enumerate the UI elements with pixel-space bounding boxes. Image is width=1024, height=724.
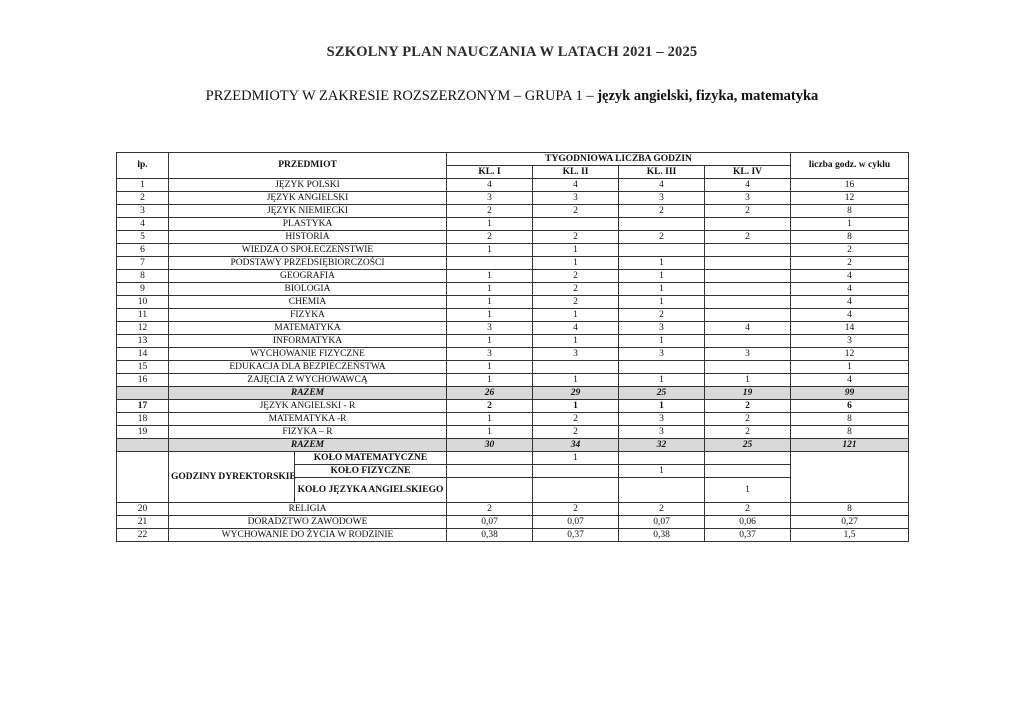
- cell-kl2: [533, 218, 619, 231]
- cell-total: 6: [791, 400, 909, 413]
- cell-kl3: 1: [619, 465, 705, 478]
- director-row: [117, 452, 909, 465]
- cell-kl4: [705, 296, 791, 309]
- cell-lp: 4: [117, 218, 169, 231]
- cell-total: 14: [791, 322, 909, 335]
- cell-kl1: 2: [447, 503, 533, 516]
- cell-total: 8: [791, 503, 909, 516]
- cell-kl1: 3: [447, 322, 533, 335]
- cell-kl3: 2: [619, 503, 705, 516]
- sum-label: RAZEM: [169, 439, 447, 452]
- table-row: [117, 270, 909, 283]
- cell-subject: MATEMATYKA: [169, 322, 447, 335]
- cell-kl2: [533, 465, 619, 478]
- cell-kl2: [533, 478, 619, 503]
- cell-kl3: 3: [619, 426, 705, 439]
- cell-subject: FIZYKA: [169, 309, 447, 322]
- cell-lp: 19: [117, 426, 169, 439]
- table-row: [117, 348, 909, 361]
- cell-subject: INFORMATYKA: [169, 335, 447, 348]
- cell-kl3: 3: [619, 348, 705, 361]
- table-row: [117, 516, 909, 529]
- table-row: [117, 335, 909, 348]
- page-title: SZKOLNY PLAN NAUCZANIA W LATACH 2021 – 2025: [326, 44, 698, 60]
- cell-lp: 8: [117, 270, 169, 283]
- cell-kl1: 1: [447, 361, 533, 374]
- cell-lp: 14: [117, 348, 169, 361]
- header-kl4: KL. IV: [705, 166, 791, 179]
- table-row: [117, 205, 909, 218]
- cell-kl3: 1: [619, 270, 705, 283]
- cell-total: 1: [791, 361, 909, 374]
- cell-lp: 6: [117, 244, 169, 257]
- cell-kl3: [619, 478, 705, 503]
- cell-total: 8: [791, 231, 909, 244]
- sum-total: 99: [791, 387, 909, 400]
- cell-kl1: [447, 465, 533, 478]
- cell-kl4: [705, 244, 791, 257]
- cell-lp: 15: [117, 361, 169, 374]
- cell-kl4: [705, 283, 791, 296]
- cell-total: 4: [791, 296, 909, 309]
- cell-kl1: 0,38: [447, 529, 533, 542]
- cell-kl3: 1: [619, 257, 705, 270]
- sum-kl1: 26: [447, 387, 533, 400]
- cell-total: 12: [791, 192, 909, 205]
- cell-kl2: 4: [533, 179, 619, 192]
- cell-total: 8: [791, 205, 909, 218]
- cell-kl1: 1: [447, 218, 533, 231]
- club-name: KOŁO MATEMATYCZNE: [295, 452, 447, 465]
- cell-kl3: 1: [619, 283, 705, 296]
- cell-subject: JĘZYK POLSKI: [169, 179, 447, 192]
- cell-kl1: 1: [447, 283, 533, 296]
- page-subtitle: [0, 88, 1024, 105]
- cell-subject: RELIGIA: [169, 503, 447, 516]
- cell-total: 4: [791, 309, 909, 322]
- cell-lp: 12: [117, 322, 169, 335]
- cell-lp: 7: [117, 257, 169, 270]
- cell-kl1: 1: [447, 413, 533, 426]
- sum-kl4: 19: [705, 387, 791, 400]
- table-row: [117, 296, 909, 309]
- cell-kl2: [533, 361, 619, 374]
- table-row: [117, 361, 909, 374]
- cell-kl1: 2: [447, 205, 533, 218]
- cell-kl2: 1: [533, 257, 619, 270]
- cell-kl4: 2: [705, 426, 791, 439]
- cell-lp: 17: [117, 400, 169, 413]
- cell-subject: MATEMATYKA -R: [169, 413, 447, 426]
- cell-lp: 3: [117, 205, 169, 218]
- cell-total: 8: [791, 413, 909, 426]
- cell-kl3: 3: [619, 413, 705, 426]
- cell-kl4: [705, 452, 791, 465]
- cell-lp: 13: [117, 335, 169, 348]
- director-hours-label: GODZINY DYREKTORSKIE: [169, 452, 295, 503]
- cell-kl4: [705, 270, 791, 283]
- cell-lp: 20: [117, 503, 169, 516]
- cell-kl4: 3: [705, 348, 791, 361]
- table-row: [117, 413, 909, 426]
- cell-total: 1: [791, 218, 909, 231]
- cell-kl1: 0,07: [447, 516, 533, 529]
- cell-kl2: 1: [533, 335, 619, 348]
- cell-lp: 21: [117, 516, 169, 529]
- cell-total: 2: [791, 257, 909, 270]
- table-row: [117, 400, 909, 413]
- club-name: KOŁO JĘZYKA ANGIELSKIEGO: [295, 478, 447, 503]
- cell-kl1: [447, 257, 533, 270]
- table-row: [117, 374, 909, 387]
- cell-kl1: 1: [447, 335, 533, 348]
- table-row: [117, 283, 909, 296]
- cell-kl3: [619, 361, 705, 374]
- cell-kl2: 1: [533, 244, 619, 257]
- cell-kl3: [619, 452, 705, 465]
- teaching-plan-table: [116, 152, 909, 542]
- cell-kl1: 1: [447, 426, 533, 439]
- cell-kl4: 4: [705, 322, 791, 335]
- cell-kl4: 3: [705, 192, 791, 205]
- cell-total: 4: [791, 283, 909, 296]
- cell-subject: PODSTAWY PRZEDSIĘBIORCZOŚCI: [169, 257, 447, 270]
- sum-row: [117, 439, 909, 452]
- cell-kl2: 2: [533, 205, 619, 218]
- cell-kl4: 0,06: [705, 516, 791, 529]
- cell-total: 12: [791, 348, 909, 361]
- cell-kl1: [447, 452, 533, 465]
- cell-kl3: 0,07: [619, 516, 705, 529]
- cell-kl2: 3: [533, 348, 619, 361]
- sum-kl2: 34: [533, 439, 619, 452]
- cell-kl3: 0,38: [619, 529, 705, 542]
- cell-kl4: 2: [705, 503, 791, 516]
- header-kl2: KL. II: [533, 166, 619, 179]
- cell-subject: GEOGRAFIA: [169, 270, 447, 283]
- cell-subject: WYCHOWANIE DO ŻYCIA W RODZINIE: [169, 529, 447, 542]
- cell-subject: JĘZYK NIEMIECKI: [169, 205, 447, 218]
- table-row: [117, 244, 909, 257]
- cell-kl3: 3: [619, 322, 705, 335]
- cell-kl1: [447, 478, 533, 503]
- cell-kl4: 1: [705, 374, 791, 387]
- cell-lp: 10: [117, 296, 169, 309]
- cell-kl3: 1: [619, 374, 705, 387]
- cell-kl2: 3: [533, 192, 619, 205]
- cell-total: 3: [791, 335, 909, 348]
- cell-subject: PLASTYKA: [169, 218, 447, 231]
- cell-lp: 9: [117, 283, 169, 296]
- cell-total: 4: [791, 270, 909, 283]
- header-weekly-hours: TYGODNIOWA LICZBA GODZIN: [447, 153, 791, 166]
- cell-lp: 2: [117, 192, 169, 205]
- cell-kl2: 2: [533, 296, 619, 309]
- cell-lp: 5: [117, 231, 169, 244]
- cell-total: 0,27: [791, 516, 909, 529]
- cell-subject: ZAJĘCIA Z WYCHOWAWCĄ: [169, 374, 447, 387]
- cell-total: 2: [791, 244, 909, 257]
- cell-kl3: 3: [619, 192, 705, 205]
- cell-kl2: 2: [533, 503, 619, 516]
- cell-subject: DORADZTWO ZAWODOWE: [169, 516, 447, 529]
- cell-kl4: 2: [705, 231, 791, 244]
- cell-kl1: 2: [447, 231, 533, 244]
- cell-kl4: [705, 218, 791, 231]
- header-lp: lp.: [117, 153, 169, 179]
- cell-subject: WIEDZA O SPOŁECZEŃSTWIE: [169, 244, 447, 257]
- cell-kl4: [705, 257, 791, 270]
- cell-kl4: 0,37: [705, 529, 791, 542]
- cell-kl2: 2: [533, 413, 619, 426]
- cell-kl4: 2: [705, 413, 791, 426]
- cell-kl2: 2: [533, 270, 619, 283]
- cell-kl1: 1: [447, 270, 533, 283]
- cell-lp: [117, 452, 169, 503]
- sum-kl1: 30: [447, 439, 533, 452]
- header-kl1: KL. I: [447, 166, 533, 179]
- cell-kl4: 1: [705, 478, 791, 503]
- header-subject: PRZEDMIOT: [169, 153, 447, 179]
- cell-kl3: [619, 218, 705, 231]
- cell-kl1: 2: [447, 400, 533, 413]
- cell-kl1: 4: [447, 179, 533, 192]
- cell-lp: 22: [117, 529, 169, 542]
- cell-subject: JĘZYK ANGIELSKI: [169, 192, 447, 205]
- table-row: [117, 257, 909, 270]
- cell-kl2: 1: [533, 452, 619, 465]
- cell-kl3: 1: [619, 400, 705, 413]
- cell-kl3: 4: [619, 179, 705, 192]
- cell-kl1: 1: [447, 296, 533, 309]
- cell-lp: [117, 387, 169, 400]
- cell-subject: JĘZYK ANGIELSKI - R: [169, 400, 447, 413]
- cell-kl4: [705, 335, 791, 348]
- cell-subject: CHEMIA: [169, 296, 447, 309]
- cell-subject: EDUKACJA DLA BEZPIECZEŃSTWA: [169, 361, 447, 374]
- cell-kl2: 0,07: [533, 516, 619, 529]
- cell-total: 16: [791, 179, 909, 192]
- cell-total: 1,5: [791, 529, 909, 542]
- table-row: [117, 218, 909, 231]
- table-row: [117, 503, 909, 516]
- sum-kl3: 25: [619, 387, 705, 400]
- cell-kl2: 2: [533, 426, 619, 439]
- sum-total: 121: [791, 439, 909, 452]
- cell-kl3: [619, 244, 705, 257]
- cell-kl4: 2: [705, 205, 791, 218]
- subtitle-bold: język angielski, fizyka, matematyka: [597, 88, 819, 104]
- table-body: [117, 179, 909, 542]
- cell-kl1: 3: [447, 192, 533, 205]
- cell-lp: 11: [117, 309, 169, 322]
- table-row: [117, 231, 909, 244]
- cell-lp: [117, 439, 169, 452]
- cell-kl3: 2: [619, 205, 705, 218]
- cell-kl4: 4: [705, 179, 791, 192]
- table-row: [117, 322, 909, 335]
- table-row: [117, 529, 909, 542]
- cell-kl2: 1: [533, 374, 619, 387]
- table-row: [117, 179, 909, 192]
- sum-kl2: 29: [533, 387, 619, 400]
- cell-subject: BIOLOGIA: [169, 283, 447, 296]
- cell-total: 8: [791, 426, 909, 439]
- cell-lp: 18: [117, 413, 169, 426]
- cell-kl3: 1: [619, 296, 705, 309]
- table-row: [117, 192, 909, 205]
- table-row: [117, 426, 909, 439]
- subtitle-plain: PRZEDMIOTY W ZAKRESIE ROZSZERZONYM – GRUPA 1 –: [205, 88, 598, 104]
- table-row: [117, 309, 909, 322]
- cell-kl4: 2: [705, 400, 791, 413]
- sum-kl4: 25: [705, 439, 791, 452]
- cell-total: [791, 452, 909, 503]
- cell-kl4: [705, 465, 791, 478]
- club-name: KOŁO FIZYCZNE: [295, 465, 447, 478]
- cell-kl3: 2: [619, 231, 705, 244]
- cell-kl2: 0,37: [533, 529, 619, 542]
- cell-kl2: 1: [533, 400, 619, 413]
- sum-kl3: 32: [619, 439, 705, 452]
- sum-label: RAZEM: [169, 387, 447, 400]
- cell-kl3: 1: [619, 335, 705, 348]
- cell-kl4: [705, 361, 791, 374]
- cell-kl1: 1: [447, 374, 533, 387]
- cell-kl1: 1: [447, 244, 533, 257]
- cell-kl1: 1: [447, 309, 533, 322]
- cell-subject: FIZYKA – R: [169, 426, 447, 439]
- cell-kl3: 2: [619, 309, 705, 322]
- cell-kl2: 1: [533, 309, 619, 322]
- cell-total: 4: [791, 374, 909, 387]
- cell-kl2: 4: [533, 322, 619, 335]
- cell-kl2: 2: [533, 231, 619, 244]
- cell-kl2: 2: [533, 283, 619, 296]
- cell-lp: 1: [117, 179, 169, 192]
- header-cycle-total: liczba godz. w cyklu: [791, 153, 909, 179]
- header-kl3: KL. III: [619, 166, 705, 179]
- cell-subject: HISTORIA: [169, 231, 447, 244]
- cell-kl4: [705, 309, 791, 322]
- cell-subject: WYCHOWANIE FIZYCZNE: [169, 348, 447, 361]
- cell-kl1: 3: [447, 348, 533, 361]
- cell-lp: 16: [117, 374, 169, 387]
- sum-row: [117, 387, 909, 400]
